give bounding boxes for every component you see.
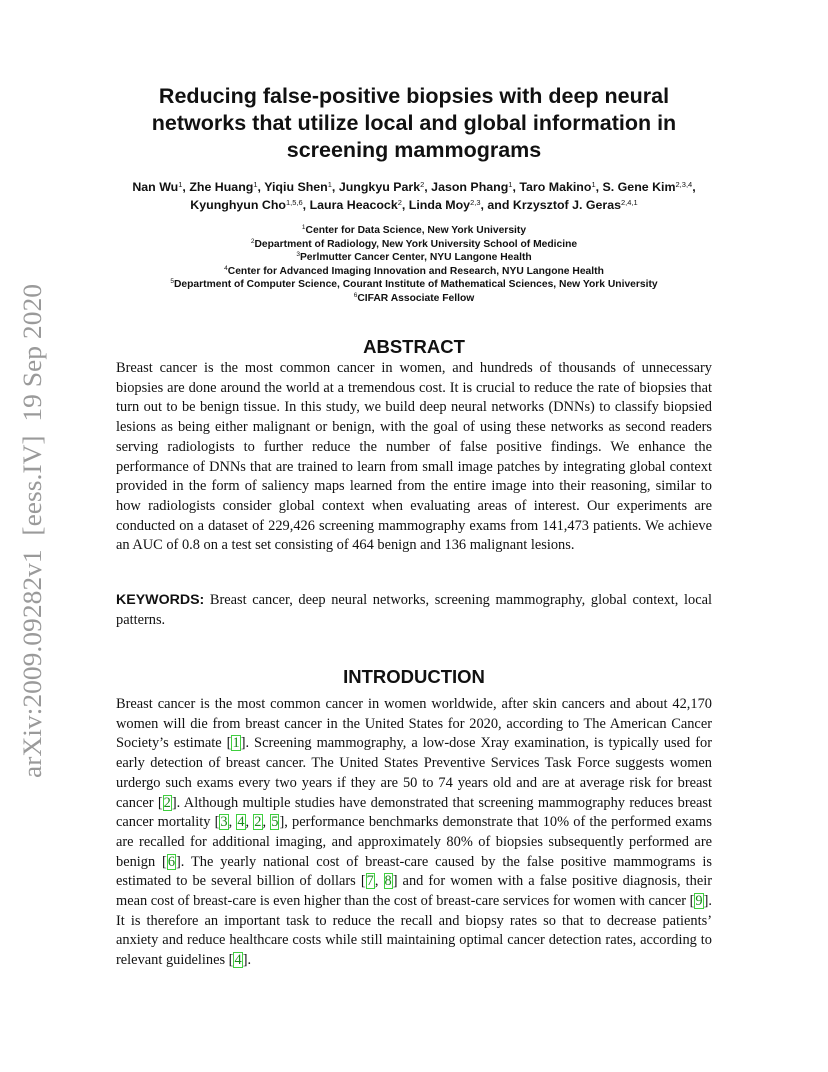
introduction-heading: INTRODUCTION	[343, 666, 485, 687]
citation-link[interactable]: 9	[695, 893, 703, 910]
author: S. Gene Kim$^{2,3,4}$,	[602, 180, 696, 194]
affiliation	[110, 278, 718, 292]
affiliation-number: 6	[353, 291, 358, 299]
introduction-text-segment: ]. Although multiple studies have demonstrated that screening mammography reduces breast cancer mortality [	[116, 794, 712, 831]
introduction-text-segment: ,	[262, 814, 271, 831]
author-affiliation-marker: 1	[327, 180, 332, 189]
introduction-text-segment: ,	[374, 873, 384, 890]
author-name: Linda Moy	[408, 198, 471, 212]
citation-link[interactable]: 1	[232, 735, 240, 752]
affiliation-list	[110, 224, 718, 306]
author	[513, 198, 638, 212]
author-list	[110, 178, 718, 214]
introduction-text	[116, 695, 712, 971]
affiliation	[110, 251, 718, 265]
author-name: Jungkyu Park	[338, 180, 421, 194]
citation-link[interactable]: 5	[271, 814, 279, 831]
introduction-text-segment: ]. The yearly national cost of breast-care caused by the false positive mammograms is estimated to be several billion of dollars [	[116, 853, 712, 890]
author: Nan Wu$^1$,	[132, 180, 186, 194]
author: Jason Phang$^1$,	[431, 180, 516, 194]
author: Zhe Huang$^1$,	[189, 180, 261, 194]
title-line-3: screening mammograms	[286, 138, 542, 162]
author-affiliation-marker: 1	[253, 180, 258, 189]
introduction-text-segment: ].	[242, 952, 252, 969]
arxiv-stamp-svg	[10, 283, 50, 778]
citation-link[interactable]: 3	[220, 814, 228, 831]
title-line-1: Reducing false-positive biopsies with deep neural	[158, 84, 670, 108]
introduction-text-segment: ]. It is therefore an important task to reduce the recall and biopsy rates so that to decrease patients’ anxiety and reduce healthcare costs while still maintaining optimal cancer detection rates, according to relevant guidelines [	[116, 893, 712, 969]
introduction-text-segment: ], performance benchmarks demonstrate that 10% of the performed exams are recalled for additional imaging, and approximately 80% of biopsies subsequently performed are benign [	[116, 814, 712, 870]
affiliation	[110, 265, 718, 279]
author: Kyunghyun Cho$^{1,5,6}$,	[190, 198, 307, 212]
author-name: Krzysztof J. Geras	[512, 198, 622, 212]
author-name: Kyunghyun Cho	[190, 198, 286, 212]
author: Taro Makino$^1$,	[519, 180, 600, 194]
citation-link[interactable]: 2	[254, 814, 262, 831]
affiliation	[110, 238, 718, 252]
author-affiliation-marker: 1	[508, 180, 513, 189]
author: Jungkyu Park$^2$,	[338, 180, 428, 194]
keywords-label: KEYWORDS:	[116, 592, 205, 608]
citation-link[interactable]: 7	[366, 873, 374, 890]
affiliation-text: Center for Data Science, New York University	[305, 225, 527, 236]
affiliation-text: Perlmutter Cancer Center, NYU Langone Health	[299, 252, 532, 264]
citation-link[interactable]: 2	[163, 794, 171, 811]
arxiv-id-text: arXiv:2009.09282v1 [eess.IV] 19 Sep 2020	[17, 302, 47, 778]
author-affiliation-marker: 2,3,4	[675, 180, 693, 189]
author-name: Jason Phang	[431, 180, 509, 194]
keywords-paragraph	[116, 591, 712, 630]
abstract-text: Breast cancer is the most common cancer in women, and hundreds of thousands of unnecessary biopsies are done around the world at a tremendous cost. It is crucial to reduce the rate of biopsies that turn out to be benign tissue. In this study, we build deep neural networks (DNNs) to classify biopsied lesions as being either malignant or benign, with the goal of using these networks as second readers serving radiologists to further reduce the number of false positive findings. We enhance the performance of DNNs that are trained to learn from small image patches by integrating global context provided in the form of saliency maps learned from the entire image into their reasoning, similar to how radiologists consider global context when evaluating areas of interest. Our experiments are conducted on a dataset of 229,426 screening mammography exams from 141,473 patients. We achieve an AUC of 0.8 on a test set consisting of 464 benign and 136 malignant lesions.	[116, 360, 712, 554]
author-conjunction: and	[487, 198, 510, 212]
author-affiliation-marker: 2,4,1	[621, 198, 638, 207]
introduction-text-segment: ,	[228, 814, 237, 831]
affiliation-number: 4	[224, 264, 228, 272]
affiliation-text: CIFAR Associate Fellow	[357, 292, 475, 304]
introduction-text-segment: ,	[245, 814, 254, 831]
citation-link[interactable]: 4	[234, 952, 242, 969]
citation-link[interactable]: 4	[237, 814, 245, 831]
arxiv-identifier-stamp	[10, 283, 50, 778]
author-affiliation-marker: 1	[591, 180, 596, 189]
affiliation-number: 1	[301, 224, 306, 231]
citation-link[interactable]: 8	[384, 873, 392, 890]
author-name: Laura Heacock	[309, 198, 398, 212]
affiliation-number: 3	[296, 251, 300, 259]
introduction-text-segment: Breast cancer is the most common cancer in women worldwide, after skin cancers and about 42,170 women will die from breast cancer in the United States for 2020, according to The American Cancer Society’s estimate [	[116, 696, 712, 752]
affiliation-text: Department of Computer Science, Courant Institute of Mathematical Sciences, New York University	[173, 279, 658, 291]
author-name: S. Gene Kim	[602, 180, 676, 194]
keywords-text: Breast cancer, deep neural networks, screening mammography, global context, local patterns.	[116, 592, 712, 628]
affiliation-text: Department of Radiology, New York University School of Medicine	[254, 238, 578, 250]
affiliation-number: 5	[170, 278, 174, 286]
author: Yiqiu Shen$^1$,	[264, 180, 336, 194]
author: Linda Moy$^{2,3}$,	[408, 198, 484, 212]
author-affiliation-marker: 2,3	[470, 198, 481, 207]
paper-title	[110, 83, 718, 164]
affiliation-number: 2	[250, 237, 255, 245]
author-affiliation-marker: 2	[397, 198, 402, 207]
affiliation	[110, 292, 718, 306]
author-name: Yiqiu Shen	[264, 180, 328, 194]
citation-link[interactable]: 6	[167, 853, 176, 870]
author-affiliation-marker: 2	[420, 180, 425, 189]
abstract-heading: ABSTRACT	[363, 336, 465, 357]
affiliation	[110, 224, 718, 238]
title-line-2: networks that utilize local and global information in	[151, 111, 677, 135]
author: Laura Heacock$^2$,	[309, 198, 406, 212]
author-name: Zhe Huang	[189, 180, 254, 194]
introduction-text-segment: ]. Screening mammography, a low-dose Xray examination, is typically used for early detection of breast cancer. The United States Preventive Services Task Force suggests women urdergo such exams every two years if they are 50 to 74 years old and are at average risk for breast cancer [	[116, 735, 712, 811]
author-affiliation-marker: 1,5,6	[285, 198, 303, 207]
affiliation-text: Center for Advanced Imaging Innovation and Research, NYU Langone Health	[227, 265, 604, 277]
author-name: Nan Wu	[132, 180, 179, 194]
author-name: Taro Makino	[519, 180, 592, 194]
author-affiliation-marker: 1	[178, 180, 183, 189]
introduction-text-segment: ] and for women with a false positive diagnosis, their mean cost of breast-care is even higher than the cost of breast-care services for women with cancer [	[116, 873, 712, 910]
